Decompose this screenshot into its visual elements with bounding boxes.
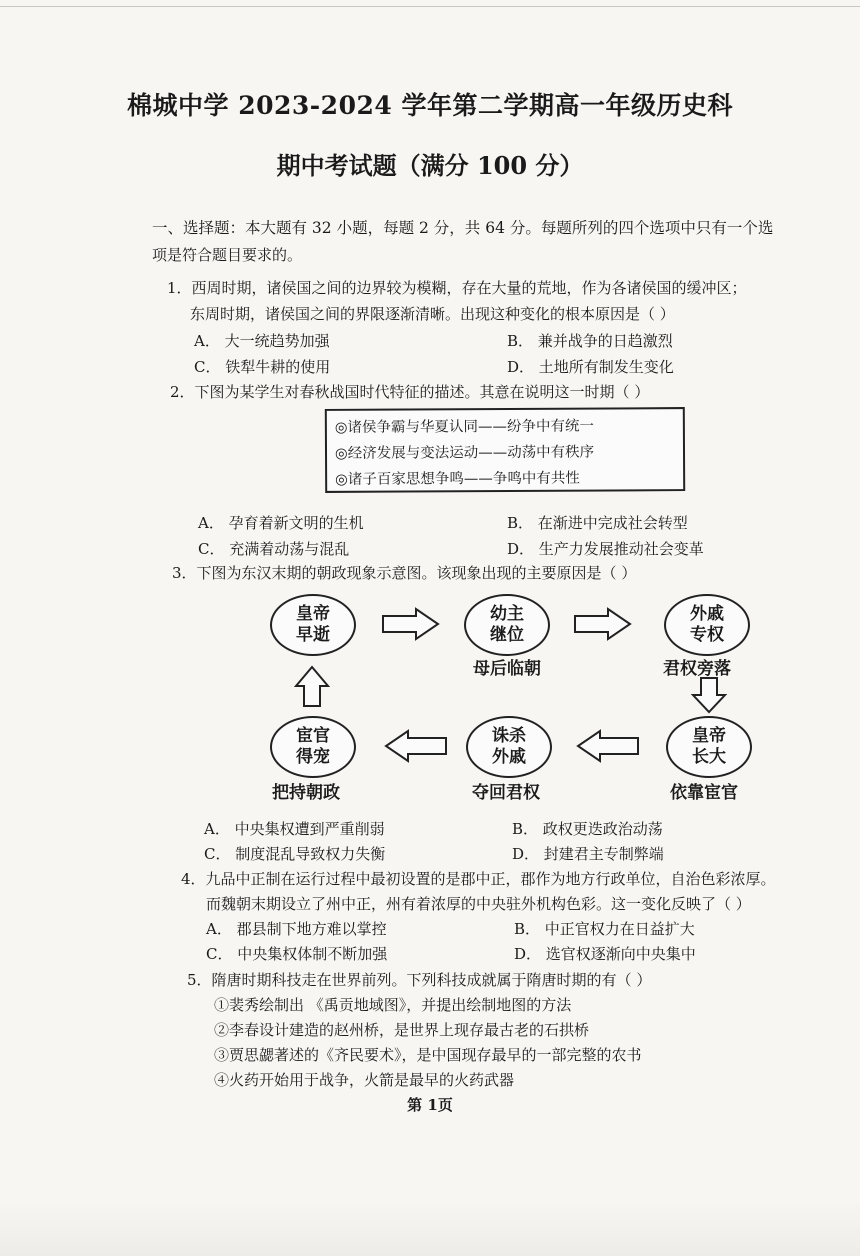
diagram-node-young-ruler: 幼主 继位 — [464, 594, 550, 656]
question-4-option-a: A． 郡县制下地方难以掌控 — [206, 920, 387, 938]
question-1-option-b: B． 兼并战争的日趋激烈 — [507, 332, 673, 350]
question-1-stem: 1．西周时期，诸侯国之间的边界较为模糊，存在大量的荒地，作为各诸侯国的缓冲区； — [167, 279, 747, 297]
scan-margin — [0, 1200, 860, 1256]
section-instruction: 一、选择题：本大题有 32 小题，每题 2 分，共 64 分。每题所列的四个选项中只有一个选 — [152, 219, 774, 237]
question-4-option-c: C． 中央集权体制不断加强 — [206, 945, 388, 963]
question-5-item-2: ②李春设计建造的赵州桥，是世界上现存最古老的石拱桥 — [214, 1021, 590, 1039]
arrow-right-icon — [383, 609, 438, 639]
diagram-caption-regency: 母后临朝 — [473, 659, 541, 679]
question-1-option-a: A． 大一统趋势加强 — [194, 332, 330, 350]
diagram-node-emperor-grown: 皇帝 长大 — [666, 716, 752, 778]
question-2-option-b: B． 在渐进中完成社会转型 — [507, 514, 688, 532]
diagram-caption-power-lost: 君权旁落 — [663, 659, 731, 679]
diagram-node-eunuch-favor: 宦官 得宠 — [270, 716, 356, 778]
question-2-option-c: C． 充满着动荡与混乱 — [198, 540, 350, 558]
figure-line-1: ◎诸侯争霸与华夏认同——纷争中有统一 — [334, 418, 595, 436]
question-5-item-1: ①裴秀绘制出 《禹贡地域图》，并提出绘制地图的方法 — [214, 996, 572, 1014]
question-4-stem: 4．九品中正制在运行过程中最初设置的是郡中正，郡作为地方行政单位，自治色彩浓厚。 — [181, 870, 776, 888]
figure-line-3: ◎诸子百家思想争鸣——争鸣中有共性 — [335, 470, 580, 488]
question-3-option-a: A． 中央集权遭到严重削弱 — [204, 820, 385, 838]
figure-line-2: ◎经济发展与变法运动——动荡中有秩序 — [334, 444, 595, 462]
page-number: 第 1页 — [407, 1096, 453, 1114]
exam-subtitle: 期中考试题（满分 100 分） — [276, 151, 584, 180]
question-3-option-b: B． 政权更迭政治动荡 — [512, 820, 663, 838]
diagram-caption-eunuch-reliance: 依靠宦官 — [670, 783, 738, 803]
question-1-stem-cont: 东周时期，诸侯国之间的界限逐渐清晰。出现这种变化的根本原因是（ ） — [190, 305, 675, 323]
diagram-node-consort-clan: 外戚 专权 — [664, 594, 750, 656]
section-instruction-cont: 项是符合题目要求的。 — [152, 246, 303, 264]
diagram-caption-control-court: 把持朝政 — [272, 783, 340, 803]
question-4-option-b: B． 中正官权力在日益扩大 — [514, 920, 695, 938]
question-3-stem: 3．下图为东汉末期的朝政现象示意图。该现象出现的主要原因是（ ） — [172, 564, 637, 582]
question-5-item-3: ③贾思勰著述的《齐民要术》，是中国现存最早的一部完整的农书 — [214, 1046, 642, 1064]
question-3-option-c: C． 制度混乱导致权力失衡 — [204, 845, 386, 863]
question-1-option-d: D． 土地所有制发生变化 — [507, 358, 674, 376]
arrow-right-icon — [575, 609, 630, 639]
diagram-node-emperor-early-death: 皇帝 早逝 — [270, 594, 356, 656]
question-1-option-c: C． 铁犁牛耕的使用 — [194, 358, 331, 376]
question-2-option-a: A． 孕育着新文明的生机 — [198, 514, 364, 532]
arrow-left-icon — [578, 731, 638, 761]
question-2-stem: 2．下图为某学生对春秋战国时代特征的描述。其意在说明这一时期（ ） — [170, 383, 650, 401]
arrow-left-icon — [386, 731, 446, 761]
question-3-option-d: D． 封建君主专制弊端 — [512, 845, 664, 863]
question-4-stem-cont: 而魏朝末期设立了州中正，州有着浓厚的中央驻外机构色彩。这一变化反映了（ ） — [206, 895, 751, 913]
question-2-option-d: D． 生产力发展推动社会变革 — [507, 540, 704, 558]
arrow-down-icon — [693, 678, 725, 712]
question-4-option-d: D． 选官权逐渐向中央集中 — [514, 945, 696, 963]
exam-title: 棉城中学 2023-2024 学年第二学期高一年级历史科 — [127, 91, 733, 120]
arrow-up-icon — [296, 667, 328, 706]
question-5-item-4: ④火药开始用于战争，火箭是最早的火药武器 — [214, 1071, 515, 1089]
diagram-caption-regain-power: 夺回君权 — [472, 783, 540, 803]
question-5-stem: 5．隋唐时期科技走在世界前列。下列科技成就属于隋唐时期的有（ ） — [187, 971, 652, 989]
diagram-node-kill-consorts: 诛杀 外戚 — [466, 716, 552, 778]
